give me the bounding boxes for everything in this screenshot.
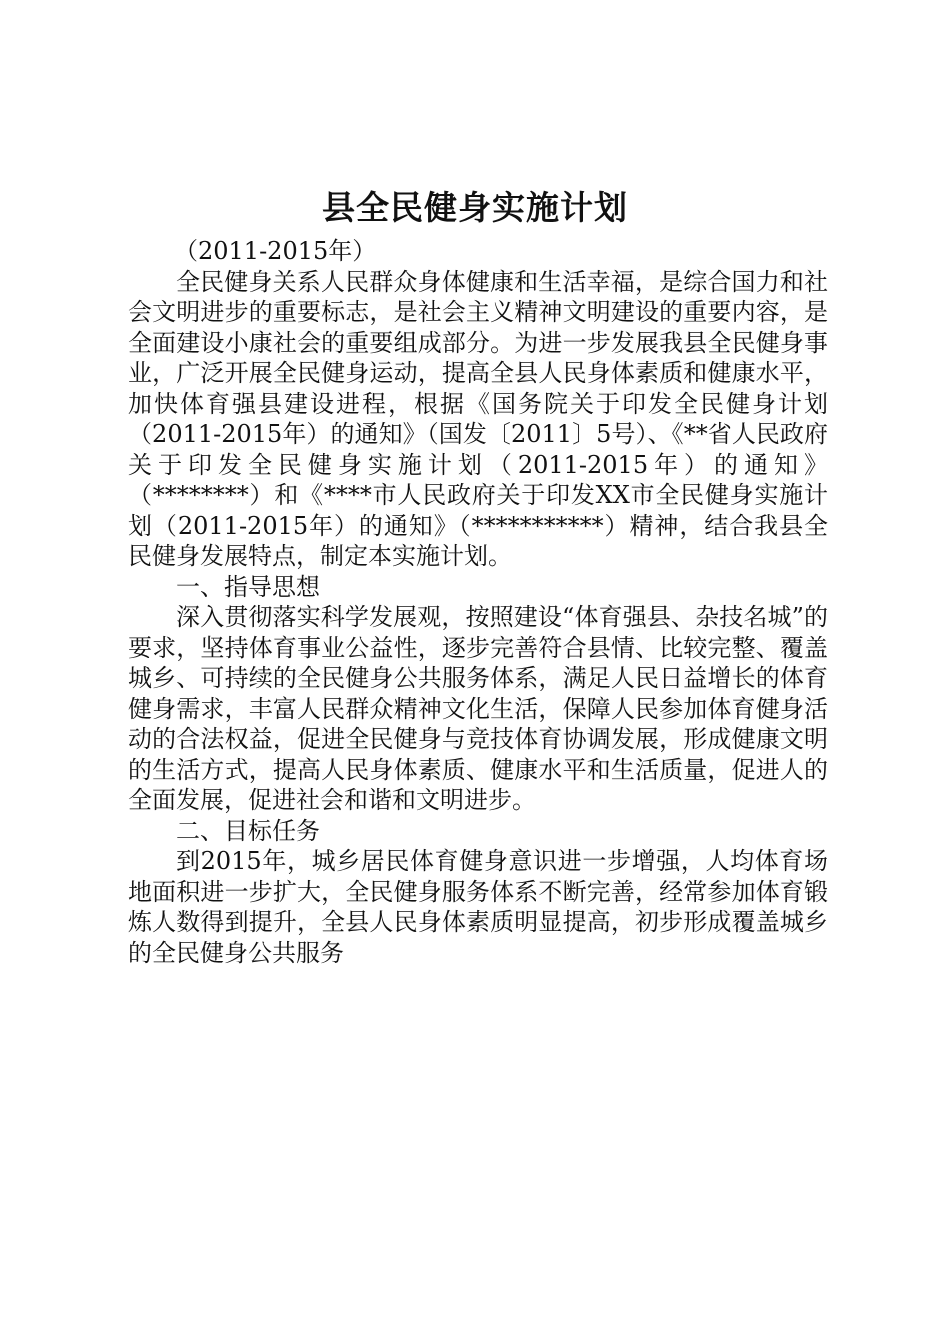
guiding-ideology-paragraph: 深入贯彻落实科学发展观，按照建设“体育强县、杂技名城”的要求，坚持体育事业公益性，逐步完善符合县情、比较完整、覆盖城乡、可持续的全民健身公共服务体系，满足人民日益增长的体育健身需求，丰富人民群众精神文化生活，保障人民参加体育健身活动的合法权益，促进全民健身与竞技体育协调发展，形成健康文明的生活方式，提高人民身体素质、健康水平和生活质量，促进人的全面发展，促进社会和谐和文明进步。 <box>128 603 828 814</box>
intro-paragraph: 全民健身关系人民群众身体健康和生活幸福，是综合国力和社会文明进步的重要标志，是社会主义精神文明建设的重要内容，是全面建设小康社会的重要组成部分。为进一步发展我县全民健身事业，广泛开展全民健身运动，提高全县人民身体素质和健康水平，加快体育强县建设进程，根据《国务院关于印发全民健身计划（2011-2015年）的通知》（国发〔2011〕5号）、《**省人民政府关于印发全民健身实施计划（2011-2015年）的通知》（********）和《****市人民政府关于印发XX市全民健身实施计划（2011-2015年）的通知》（***********）精神，结合我县全民健身发展特点，制定本实施计划。 <box>128 267 828 570</box>
document-title: 县全民健身实施计划 <box>322 188 628 227</box>
goals-tasks-paragraph: 到2015年，城乡居民体育健身意识进一步增强，人均体育场地面积进一步扩大，全民健身服务体系不断完善，经常参加体育锻炼人数得到提升，全县人民身体素质明显提高，初步形成覆盖城乡的全民健身公共服务 <box>128 847 828 967</box>
section-heading-guiding-ideology: 一、指导思想 <box>176 572 320 601</box>
document-body <box>128 236 828 968</box>
document-subtitle: （2011-2015年） <box>174 237 377 265</box>
section-heading-goals-tasks: 二、目标任务 <box>176 816 320 845</box>
